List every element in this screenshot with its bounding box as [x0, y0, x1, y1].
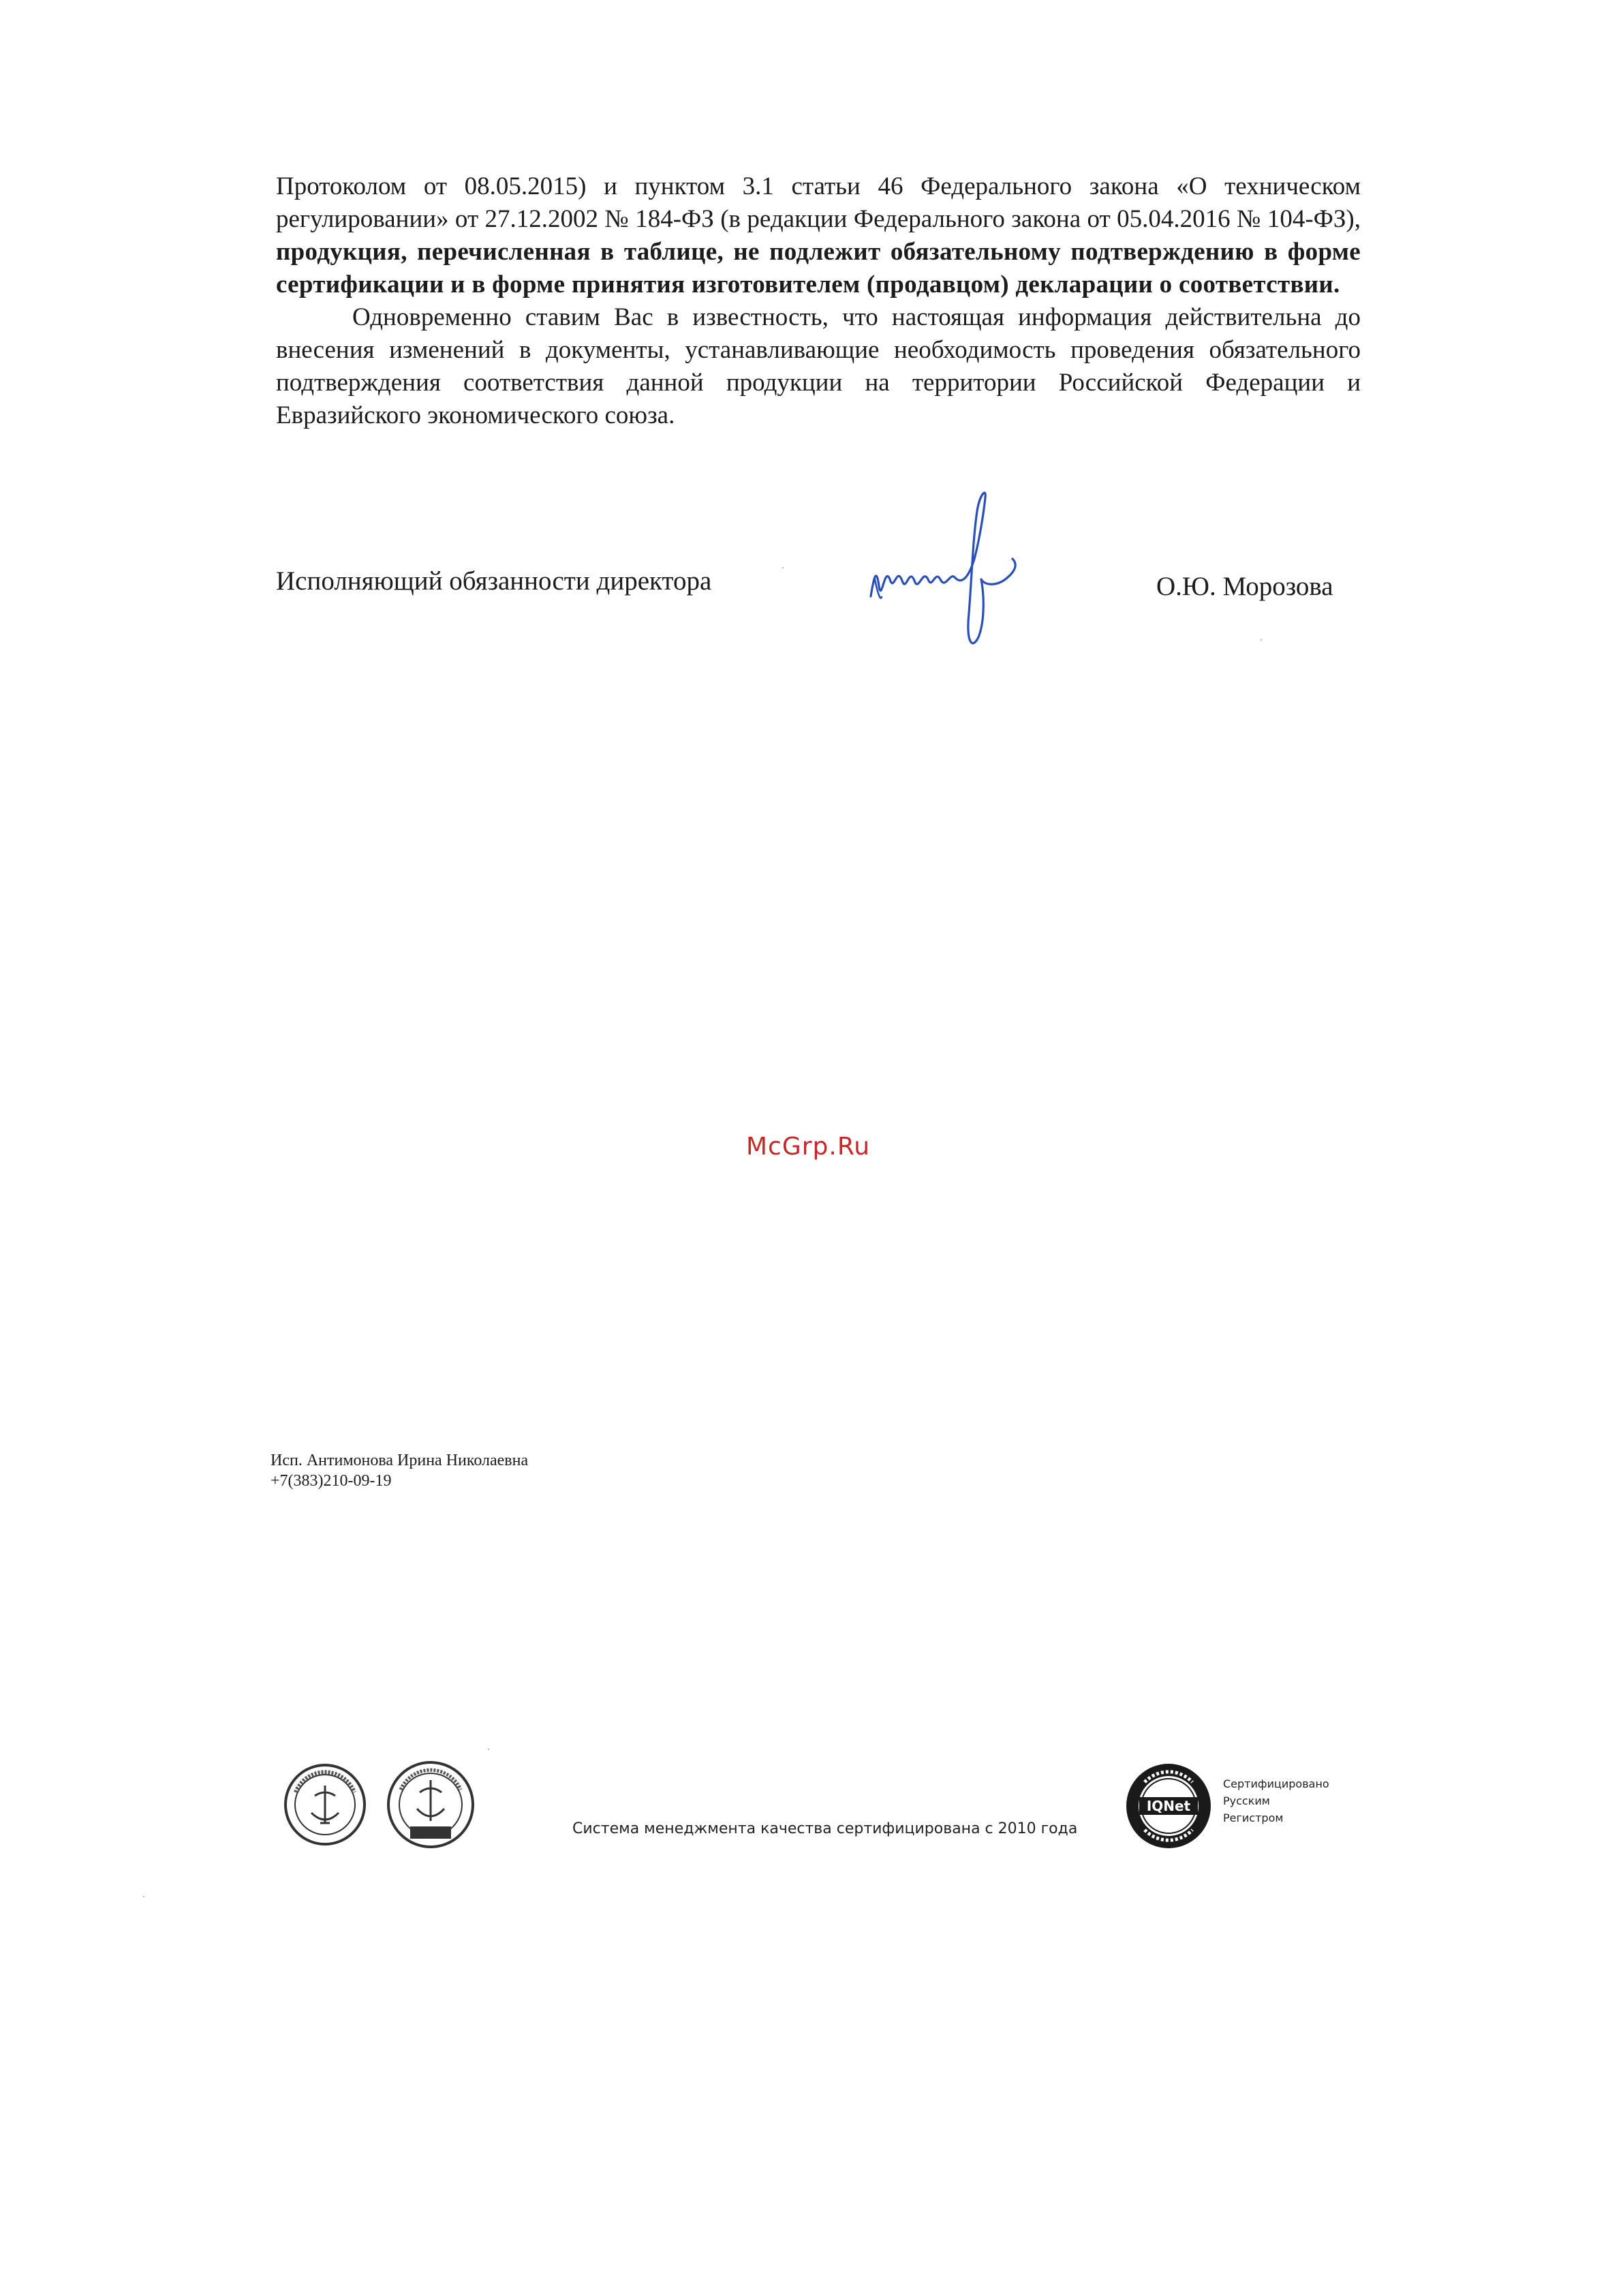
certified-line-2: Русским	[1223, 1794, 1270, 1807]
scan-speck	[1261, 639, 1262, 641]
iso-9001-seal-icon	[388, 1762, 473, 1847]
signer-position: Исполняющий обязанности директора	[276, 566, 712, 596]
letter-body	[276, 170, 1361, 432]
certified-line-1: Сертифицировано	[1223, 1777, 1329, 1790]
watermark-text: McGrp.Ru	[746, 1133, 871, 1161]
paragraph-legal-basis-text: Протоколом от 08.05.2015) и пунктом 3.1 статьи 46 Федерального закона «О техническом регулировании» от 27.12.2002 № 184-ФЗ (в редакции Федерального закона от 05.04.2016 № 104-ФЗ),	[276, 172, 1361, 233]
paragraph-legal-basis-conclusion: продукция, перечисленная в таблице, не подлежит обязательному подтверждению в форме сертификации и в форме принятия изготовителем (продавцом) декларации о соответствии.	[276, 238, 1361, 299]
paragraph-notice: Одновременно ставим Вас в известность, что настоящая информация действительна до внесения изменений в документы, устанавливающие необходимость проведения обязательного подтверждения соответствия данной продукции на территории Российской Федерации и Евразийского экономического союза.	[276, 303, 1361, 429]
executor-phone: +7(383)210-09-19	[270, 1472, 392, 1490]
russian-register-seal-icon	[285, 1765, 365, 1844]
executor-name: Исп. Антимонова Ирина Николаевна	[270, 1452, 529, 1469]
certification-seals	[281, 1758, 492, 1850]
certified-line-3: Регистром	[1223, 1811, 1284, 1824]
svg-text:IQNet: IQNet	[1146, 1798, 1191, 1814]
scan-speck	[488, 1749, 489, 1750]
scan-speck	[782, 567, 784, 568]
certified-by-register	[1223, 1775, 1329, 1826]
handwritten-signature	[864, 484, 1041, 654]
qms-certification-text: Система менеджмента качества сертифицирована с 2010 года	[572, 1820, 1078, 1837]
scan-speck	[143, 1896, 144, 1897]
paragraph-legal-basis	[276, 170, 1361, 301]
executor-info	[270, 1450, 528, 1491]
iqnet-logo-icon	[1124, 1762, 1213, 1850]
signer-name: О.Ю. Морозова	[1156, 572, 1333, 601]
